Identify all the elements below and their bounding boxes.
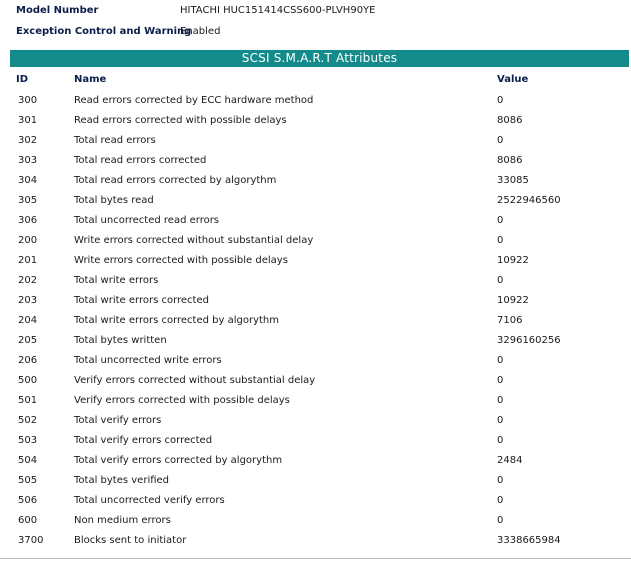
attribute-id: 202 (18, 275, 38, 286)
attribute-name: Read errors corrected by ECC hardware method (74, 95, 314, 106)
table-row (0, 214, 631, 234)
attribute-id: 505 (18, 475, 38, 486)
attribute-id: 205 (18, 335, 38, 346)
model-number-label: Model Number (16, 5, 99, 16)
attribute-id: 500 (18, 375, 38, 386)
table-row (0, 534, 631, 554)
attribute-value: 8086 (497, 155, 523, 166)
attribute-id: 302 (18, 135, 38, 146)
attribute-id: 506 (18, 495, 38, 506)
attribute-value: 0 (497, 275, 504, 286)
table-row (0, 474, 631, 494)
attribute-id: 306 (18, 215, 38, 226)
attribute-name: Write errors corrected without substantial delay (74, 235, 314, 246)
value-column-header: Value (497, 74, 529, 85)
attribute-id: 204 (18, 315, 38, 326)
attribute-name: Read errors corrected with possible delays (74, 115, 287, 126)
attribute-id: 203 (18, 295, 38, 306)
attribute-name: Total read errors corrected (74, 155, 207, 166)
attribute-name: Total write errors corrected (74, 295, 209, 306)
attribute-value: 3296160256 (497, 335, 561, 346)
attribute-value: 0 (497, 395, 504, 406)
attribute-id: 301 (18, 115, 38, 126)
attribute-name: Total uncorrected verify errors (74, 495, 225, 506)
attribute-value: 0 (497, 375, 504, 386)
attribute-value: 0 (497, 495, 504, 506)
bottom-divider (0, 558, 631, 559)
attribute-id: 504 (18, 455, 38, 466)
attribute-name: Blocks sent to initiator (74, 535, 187, 546)
table-header (0, 74, 631, 88)
table-row (0, 494, 631, 514)
attribute-value: 2484 (497, 455, 523, 466)
exception-control-value: Enabled (180, 26, 221, 37)
attribute-name: Total uncorrected read errors (74, 215, 220, 226)
attribute-id: 3700 (18, 535, 44, 546)
attribute-id: 201 (18, 255, 38, 266)
table-row (0, 434, 631, 454)
attribute-name: Total bytes verified (74, 475, 170, 486)
attribute-name: Total uncorrected write errors (74, 355, 222, 366)
attribute-value: 0 (497, 215, 504, 226)
table-row (0, 334, 631, 354)
attribute-id: 503 (18, 435, 38, 446)
attribute-value: 2522946560 (497, 195, 561, 206)
id-column-header: ID (16, 74, 29, 85)
attribute-name: Total verify errors corrected by algorythm (74, 455, 283, 466)
attribute-value: 10922 (497, 255, 529, 266)
attribute-value: 10922 (497, 295, 529, 306)
attribute-value: 0 (497, 95, 504, 106)
attribute-value: 0 (497, 135, 504, 146)
attribute-name: Total read errors corrected by algorythm (74, 175, 277, 186)
table-row (0, 514, 631, 534)
attribute-id: 303 (18, 155, 38, 166)
table-row (0, 414, 631, 434)
attribute-id: 600 (18, 515, 38, 526)
table-row (0, 134, 631, 154)
attribute-name: Total bytes written (74, 335, 167, 346)
attribute-value: 0 (497, 355, 504, 366)
table-row (0, 354, 631, 374)
table-row (0, 154, 631, 174)
attribute-value: 8086 (497, 115, 523, 126)
table-row (0, 294, 631, 314)
attribute-name: Total write errors (74, 275, 159, 286)
attribute-id: 304 (18, 175, 38, 186)
attribute-id: 305 (18, 195, 38, 206)
attribute-name: Total verify errors (74, 415, 162, 426)
table-row (0, 234, 631, 254)
table-row (0, 374, 631, 394)
name-column-header: Name (74, 74, 107, 85)
attribute-name: Write errors corrected with possible delays (74, 255, 288, 266)
table-row (0, 174, 631, 194)
attribute-value: 3338665984 (497, 535, 561, 546)
attribute-value: 0 (497, 235, 504, 246)
attribute-name: Verify errors corrected without substantial delay (74, 375, 316, 386)
attributes-table-body (0, 94, 631, 554)
attribute-name: Total bytes read (74, 195, 154, 206)
attribute-value: 33085 (497, 175, 529, 186)
attribute-id: 206 (18, 355, 38, 366)
attribute-id: 200 (18, 235, 38, 246)
attribute-name: Total verify errors corrected (74, 435, 213, 446)
table-row (0, 194, 631, 214)
attribute-value: 0 (497, 415, 504, 426)
table-row (0, 254, 631, 274)
table-row (0, 454, 631, 474)
attribute-id: 501 (18, 395, 38, 406)
exception-control-label: Exception Control and Warning (16, 26, 192, 37)
attribute-value: 7106 (497, 315, 523, 326)
smart-attributes-banner: SCSI S.M.A.R.T Attributes (10, 50, 629, 67)
attribute-value: 0 (497, 435, 504, 446)
table-row (0, 114, 631, 134)
attribute-name: Verify errors corrected with possible delays (74, 395, 290, 406)
table-row (0, 274, 631, 294)
table-row (0, 94, 631, 114)
table-row (0, 394, 631, 414)
model-number-value: HITACHI HUC151414CSS600-PLVH90YE (180, 5, 376, 16)
attribute-id: 300 (18, 95, 38, 106)
attribute-name: Non medium errors (74, 515, 171, 526)
attribute-value: 0 (497, 515, 504, 526)
attribute-name: Total write errors corrected by algorythm (74, 315, 279, 326)
attribute-name: Total read errors (74, 135, 156, 146)
attribute-id: 502 (18, 415, 38, 426)
table-row (0, 314, 631, 334)
attribute-value: 0 (497, 475, 504, 486)
